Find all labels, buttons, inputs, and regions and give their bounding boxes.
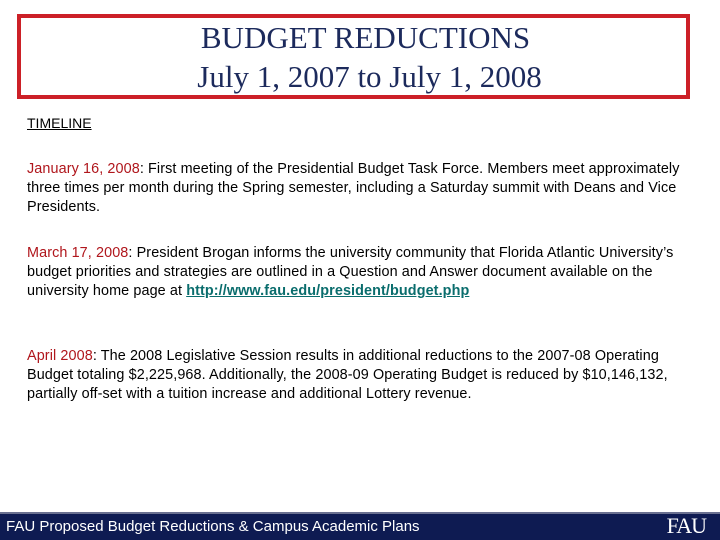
entry-date: April 2008	[27, 348, 93, 364]
entry-text: : The 2008 Legislative Session results in additional reductions to the 2007-08 Operating Budget totaling $2,225,968. Additionally, the 2008-09 Operating Budget is reduced by $10,146,132, partially off-set with a tuition increase and additional Lottery revenue.	[27, 348, 668, 402]
entry-date: March 17, 2008	[27, 245, 129, 261]
timeline-entry	[27, 160, 699, 217]
fau-logo: FAU	[666, 513, 706, 538]
budget-link[interactable]: http://www.fau.edu/president/budget.php	[186, 283, 470, 299]
entry-date: January 16, 2008	[27, 161, 140, 177]
entry-text: : President Brogan informs the university community that Florida Atlantic University’s budget priorities and strategies are outlined in a Question and Answer document available on the university home page at	[27, 245, 674, 299]
footer-bar	[0, 512, 720, 540]
slide-subtitle: July 1, 2007 to July 1, 2008	[197, 59, 542, 94]
title-box	[17, 14, 690, 99]
timeline-entry	[27, 244, 699, 301]
timeline-entry	[27, 347, 699, 404]
footer-text: FAU Proposed Budget Reductions & Campus Academic Plans	[6, 518, 420, 535]
footer-accent-line	[0, 512, 720, 514]
slide-title: BUDGET REDUCTIONS	[200, 20, 531, 55]
section-heading: TIMELINE	[27, 115, 92, 131]
entry-text: : First meeting of the Presidential Budget Task Force. Members meet approximately three times per month during the Spring semester, including a Saturday summit with Deans and Vice Presidents.	[27, 161, 680, 215]
